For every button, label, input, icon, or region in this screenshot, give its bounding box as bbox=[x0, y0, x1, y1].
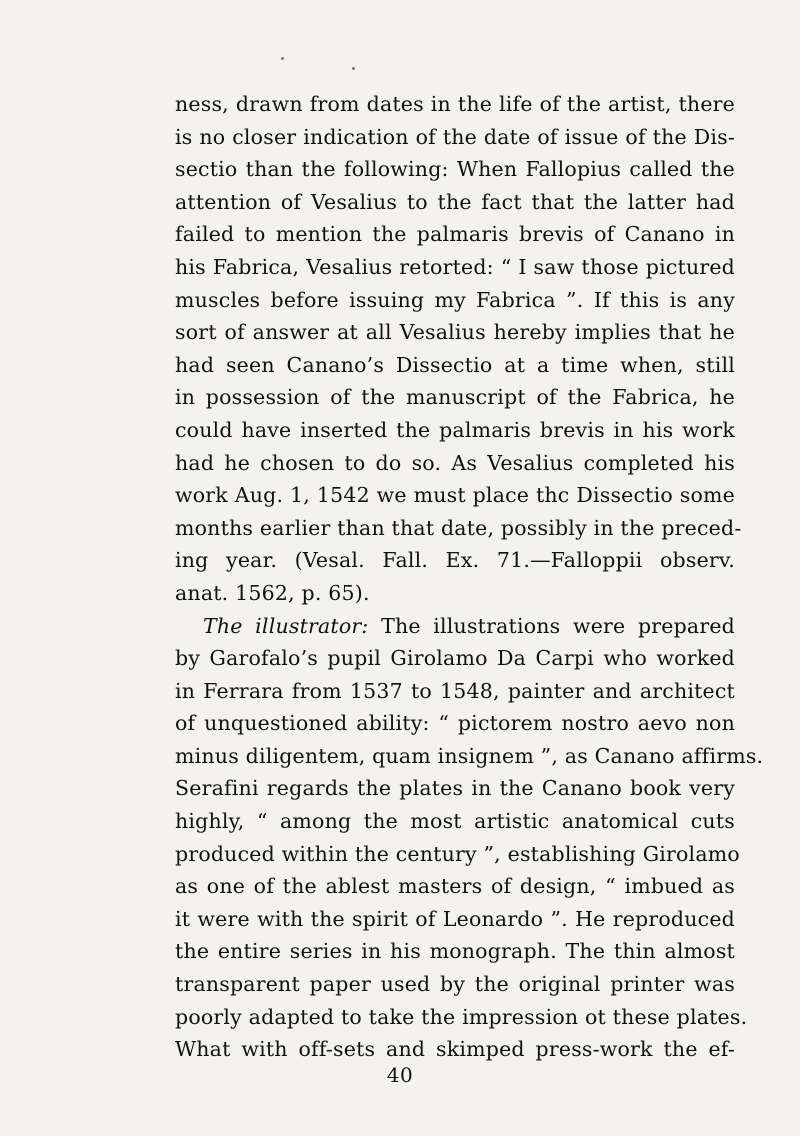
text-line: Serafini regards the plates in the Canano book very bbox=[175, 776, 735, 801]
text-line: muscles before issuing my Fabrica ”. If this is any bbox=[175, 287, 735, 312]
paragraph-2 bbox=[175, 610, 764, 1066]
text-line: as one of the ablest masters of design, “ imbued as bbox=[175, 874, 735, 899]
text-line: work Aug. 1, 1542 we must place thc Dissectio some bbox=[175, 483, 735, 508]
text-line: ing year. (Vesal. Fall. Ex. 71.—Falloppii observ. bbox=[175, 548, 735, 573]
text-line: had seen Canano’s Dissectio at a time when, still bbox=[175, 352, 735, 377]
text-line: What with off-sets and skimped press-work the ef- bbox=[175, 1037, 735, 1062]
text-line: had he chosen to do so. As Vesalius completed his bbox=[175, 450, 735, 475]
text-line: failed to mention the palmaris brevis of Canano in bbox=[175, 222, 735, 247]
text-line: minus diligentem, quam insignem ”, as Canano affirms. bbox=[175, 743, 764, 768]
text-line: in possession of the manuscript of the Fabrica, he bbox=[175, 385, 735, 410]
text-line: by Garofalo’s pupil Girolamo Da Carpi who worked bbox=[175, 646, 735, 671]
text-line: could have inserted the palmaris brevis in his work bbox=[175, 417, 735, 442]
text-line: poorly adapted to take the impression ot these plates. bbox=[175, 1004, 748, 1029]
text-line: anat. 1562, p. 65). bbox=[175, 580, 370, 605]
text-line: months earlier than that date, possibly in the preced- bbox=[175, 515, 742, 540]
text-line: attention of Vesalius to the fact that the latter had bbox=[175, 189, 735, 214]
page-number: 40 bbox=[386, 1063, 414, 1087]
body-text bbox=[175, 88, 764, 1066]
text-line: his Fabrica, Vesalius retorted: “ I saw those pictured bbox=[175, 254, 735, 279]
text-line: produced within the century ”, establishing Girolamo bbox=[175, 841, 740, 866]
paragraph-1 bbox=[175, 88, 742, 610]
print-speck bbox=[281, 57, 284, 60]
print-speck bbox=[352, 67, 355, 70]
text-line: in Ferrara from 1537 to 1548, painter and architect bbox=[175, 678, 735, 703]
text-line: is no closer indication of the date of issue of the Dis- bbox=[175, 124, 735, 149]
text-line bbox=[175, 610, 735, 643]
text-span: The illustrations were prepared bbox=[381, 613, 736, 638]
text-line: of unquestioned ability: “ pictorem nostro aevo non bbox=[175, 711, 735, 736]
text-line: transparent paper used by the original printer was bbox=[175, 972, 735, 997]
illustrator-heading: The illustrator: bbox=[203, 613, 369, 638]
text-line: highly, “ among the most artistic anatomical cuts bbox=[175, 809, 735, 834]
text-line: sectio than the following: When Fallopius called the bbox=[175, 157, 735, 182]
text-line: it were with the spirit of Leonardo ”. He reproduced bbox=[175, 906, 735, 931]
text-line: ness, drawn from dates in the life of the artist, there bbox=[175, 92, 735, 116]
text-line: sort of answer at all Vesalius hereby implies that he bbox=[175, 320, 735, 345]
text-line: the entire series in his monograph. The thin almost bbox=[175, 939, 735, 964]
